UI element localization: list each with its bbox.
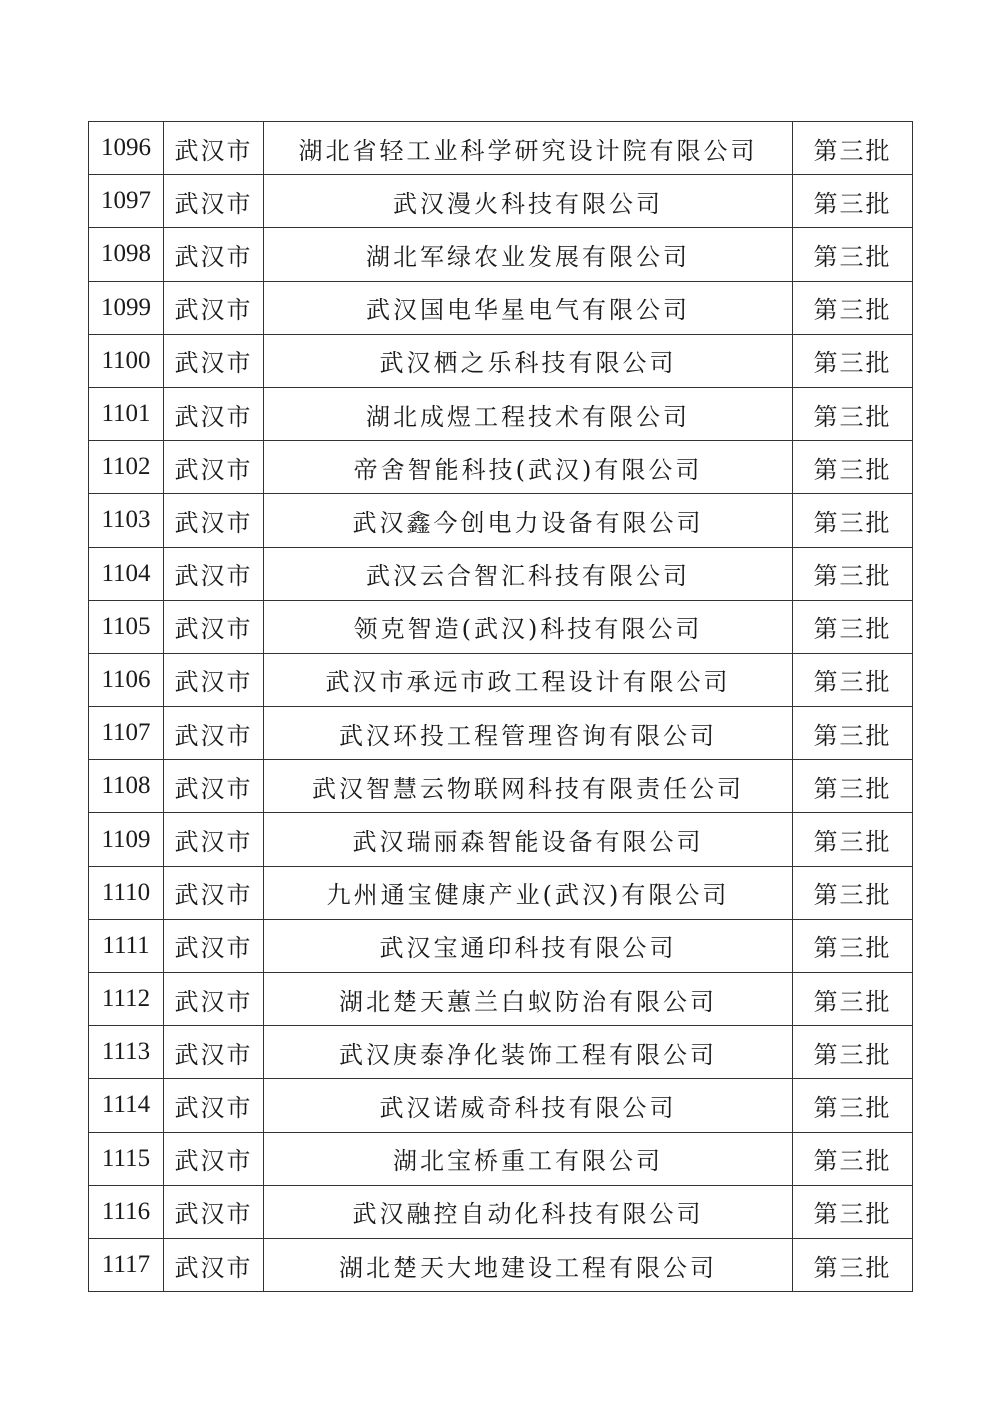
batch-cell: 第三批 [793, 441, 913, 494]
row-number-cell: 1099 [89, 281, 164, 334]
batch-cell: 第三批 [793, 1079, 913, 1132]
company-name-cell: 湖北成煜工程技术有限公司 [264, 387, 793, 440]
batch-cell: 第三批 [793, 653, 913, 706]
company-name-cell: 武汉漫火科技有限公司 [264, 175, 793, 228]
company-name-cell: 湖北宝桥重工有限公司 [264, 1132, 793, 1185]
row-number-cell: 1103 [89, 494, 164, 547]
city-cell: 武汉市 [164, 1238, 264, 1291]
row-number-cell: 1105 [89, 600, 164, 653]
table-row [89, 387, 913, 440]
table-row [89, 281, 913, 334]
row-number-cell: 1096 [89, 122, 164, 175]
batch-cell: 第三批 [793, 973, 913, 1026]
batch-cell: 第三批 [793, 281, 913, 334]
table-row [89, 1079, 913, 1132]
row-number-cell: 1101 [89, 387, 164, 440]
city-cell: 武汉市 [164, 494, 264, 547]
company-name-cell: 武汉庚泰净化装饰工程有限公司 [264, 1026, 793, 1079]
row-number-cell: 1115 [89, 1132, 164, 1185]
company-list-table [88, 121, 913, 1292]
company-name-cell: 武汉云合智汇科技有限公司 [264, 547, 793, 600]
company-name-cell: 武汉宝通印科技有限公司 [264, 919, 793, 972]
company-name-cell: 武汉融控自动化科技有限公司 [264, 1185, 793, 1238]
batch-cell: 第三批 [793, 1185, 913, 1238]
table-row [89, 813, 913, 866]
table-row [89, 494, 913, 547]
table-row [89, 1132, 913, 1185]
row-number-cell: 1097 [89, 175, 164, 228]
batch-cell: 第三批 [793, 760, 913, 813]
company-name-cell: 湖北省轻工业科学研究设计院有限公司 [264, 122, 793, 175]
city-cell: 武汉市 [164, 334, 264, 387]
city-cell: 武汉市 [164, 1185, 264, 1238]
batch-cell: 第三批 [793, 1238, 913, 1291]
table-row [89, 760, 913, 813]
row-number-cell: 1104 [89, 547, 164, 600]
city-cell: 武汉市 [164, 387, 264, 440]
table-row [89, 1238, 913, 1291]
city-cell: 武汉市 [164, 122, 264, 175]
row-number-cell: 1106 [89, 653, 164, 706]
batch-cell: 第三批 [793, 600, 913, 653]
batch-cell: 第三批 [793, 494, 913, 547]
city-cell: 武汉市 [164, 281, 264, 334]
table-row [89, 228, 913, 281]
batch-cell: 第三批 [793, 707, 913, 760]
batch-cell: 第三批 [793, 175, 913, 228]
company-name-cell: 武汉诺威奇科技有限公司 [264, 1079, 793, 1132]
batch-cell: 第三批 [793, 547, 913, 600]
city-cell: 武汉市 [164, 228, 264, 281]
batch-cell: 第三批 [793, 919, 913, 972]
city-cell: 武汉市 [164, 441, 264, 494]
batch-cell: 第三批 [793, 387, 913, 440]
city-cell: 武汉市 [164, 1026, 264, 1079]
row-number-cell: 1117 [89, 1238, 164, 1291]
company-name-cell: 武汉市承远市政工程设计有限公司 [264, 653, 793, 706]
row-number-cell: 1110 [89, 866, 164, 919]
row-number-cell: 1102 [89, 441, 164, 494]
row-number-cell: 1100 [89, 334, 164, 387]
company-name-cell: 武汉智慧云物联网科技有限责任公司 [264, 760, 793, 813]
table-body [89, 122, 913, 1292]
row-number-cell: 1113 [89, 1026, 164, 1079]
row-number-cell: 1109 [89, 813, 164, 866]
city-cell: 武汉市 [164, 813, 264, 866]
city-cell: 武汉市 [164, 653, 264, 706]
city-cell: 武汉市 [164, 973, 264, 1026]
row-number-cell: 1098 [89, 228, 164, 281]
city-cell: 武汉市 [164, 600, 264, 653]
city-cell: 武汉市 [164, 760, 264, 813]
company-name-cell: 帝舍智能科技(武汉)有限公司 [264, 441, 793, 494]
company-name-cell: 武汉鑫今创电力设备有限公司 [264, 494, 793, 547]
batch-cell: 第三批 [793, 334, 913, 387]
row-number-cell: 1107 [89, 707, 164, 760]
company-name-cell: 武汉环投工程管理咨询有限公司 [264, 707, 793, 760]
company-name-cell: 九州通宝健康产业(武汉)有限公司 [264, 866, 793, 919]
city-cell: 武汉市 [164, 919, 264, 972]
batch-cell: 第三批 [793, 813, 913, 866]
city-cell: 武汉市 [164, 1132, 264, 1185]
city-cell: 武汉市 [164, 547, 264, 600]
table-row [89, 1185, 913, 1238]
company-name-cell: 武汉国电华星电气有限公司 [264, 281, 793, 334]
row-number-cell: 1112 [89, 973, 164, 1026]
table-row [89, 973, 913, 1026]
company-name-cell: 湖北楚天大地建设工程有限公司 [264, 1238, 793, 1291]
company-name-cell: 武汉瑞丽森智能设备有限公司 [264, 813, 793, 866]
company-name-cell: 湖北楚天蕙兰白蚁防治有限公司 [264, 973, 793, 1026]
table-row [89, 547, 913, 600]
table-row [89, 175, 913, 228]
row-number-cell: 1108 [89, 760, 164, 813]
batch-cell: 第三批 [793, 866, 913, 919]
company-name-cell: 武汉栖之乐科技有限公司 [264, 334, 793, 387]
table-row [89, 334, 913, 387]
row-number-cell: 1111 [89, 919, 164, 972]
table-row [89, 122, 913, 175]
city-cell: 武汉市 [164, 175, 264, 228]
batch-cell: 第三批 [793, 1026, 913, 1079]
city-cell: 武汉市 [164, 866, 264, 919]
table-row [89, 1026, 913, 1079]
city-cell: 武汉市 [164, 1079, 264, 1132]
city-cell: 武汉市 [164, 707, 264, 760]
table-row [89, 707, 913, 760]
table-row [89, 441, 913, 494]
company-name-cell: 湖北军绿农业发展有限公司 [264, 228, 793, 281]
table-row [89, 919, 913, 972]
table-row [89, 653, 913, 706]
table-row [89, 866, 913, 919]
batch-cell: 第三批 [793, 122, 913, 175]
row-number-cell: 1114 [89, 1079, 164, 1132]
batch-cell: 第三批 [793, 228, 913, 281]
row-number-cell: 1116 [89, 1185, 164, 1238]
batch-cell: 第三批 [793, 1132, 913, 1185]
company-name-cell: 领克智造(武汉)科技有限公司 [264, 600, 793, 653]
table-row [89, 600, 913, 653]
